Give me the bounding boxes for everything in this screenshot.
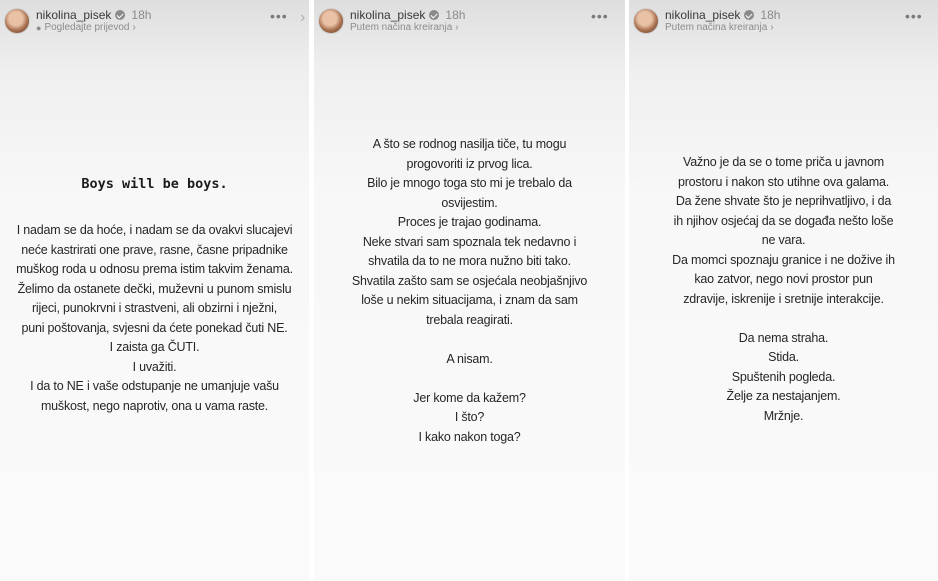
avatar[interactable] <box>4 8 30 34</box>
text-line: Da momci spoznaju granice i ne dožive ih <box>672 252 895 267</box>
text-line: Bilo je mnogo toga sto mi je trebalo da <box>367 176 572 190</box>
chevron-right-icon: › <box>455 22 459 33</box>
story-header <box>0 0 309 40</box>
text-line: I zaista ga ČUTI. <box>109 340 200 354</box>
subtitle-label: Putem načina kreiranja <box>350 22 453 33</box>
text-line: ne vara. <box>761 233 806 247</box>
story-text <box>629 153 938 426</box>
username-row[interactable] <box>665 8 780 22</box>
text-line: osvijestim. <box>441 195 498 210</box>
username[interactable]: nikolina_pisek <box>36 8 112 22</box>
avatar[interactable] <box>633 8 659 34</box>
text-line: progovoriti iz prvog lica. <box>406 156 533 171</box>
text-line: I kako nakon toga? <box>418 429 521 444</box>
text-line: neće kastrirati one prave, rasne, časne pripadnike <box>21 242 288 257</box>
text-line: I što? <box>454 410 485 424</box>
text-line: shvatila da to ne mora nužno biti tako. <box>368 254 571 268</box>
text-line: Shvatila zašto sam se osjećala neobjašnjivo <box>351 273 588 288</box>
more-options-icon[interactable]: ••• <box>270 8 288 24</box>
story-text <box>314 135 625 447</box>
username[interactable]: nikolina_pisek <box>665 8 741 22</box>
verified-badge-icon <box>115 10 125 20</box>
creation-mode-link[interactable] <box>665 22 774 33</box>
text-line: loše u nekim situacijama, i znam da sam <box>361 293 578 307</box>
story-header <box>629 0 938 40</box>
creation-mode-link[interactable] <box>350 22 459 33</box>
story-heading: Boys will be boys. <box>81 176 228 192</box>
text-line: ih njihov osjećaj da se događa nešto loše <box>673 213 894 228</box>
translate-icon: ● <box>36 22 42 33</box>
blank-line <box>314 369 625 389</box>
text-line: Jer kome da kažem? <box>413 390 526 405</box>
post-time: 18h <box>760 8 781 22</box>
text-line: trebala reagirati. <box>426 312 513 327</box>
text-line: Da žene shvate što je neprihvatljivo, i da <box>675 194 892 208</box>
text-line: Neke stvari sam spoznala tek nedavno i <box>362 234 577 249</box>
text-line: Stida. <box>768 350 799 364</box>
text-line: A što se rodnog nasilja tiče, tu mogu <box>372 137 567 151</box>
text-line: puni poštovanja, svjesni da ćete ponekad čuti NE. <box>21 320 288 335</box>
text-line: rijeci, punokrvni i strastveni, ali obzirni i nježni, <box>31 301 278 315</box>
story-panel-2[interactable] <box>314 0 625 581</box>
text-line: muškog roda u odnosu prema istim takvim ženama. <box>16 262 293 276</box>
story-header <box>314 0 625 40</box>
story-text <box>0 221 309 416</box>
avatar[interactable] <box>318 8 344 34</box>
next-story-arrow-icon[interactable]: › <box>300 9 306 26</box>
text-line: A nisam. <box>446 351 493 366</box>
text-line: Važno je da se o tome priča u javnom <box>682 155 884 169</box>
story-panel-3[interactable] <box>629 0 938 581</box>
subtitle-label: Pogledajte prijevod <box>44 22 130 33</box>
text-line: Želimo da ostanete dečki, muževni u punom smislu <box>17 281 292 296</box>
see-translation-link[interactable] <box>36 22 136 33</box>
text-line: I uvažiti. <box>132 359 177 374</box>
subtitle-label: Putem načina kreiranja <box>665 22 768 33</box>
username[interactable]: nikolina_pisek <box>350 8 426 22</box>
blank-line <box>629 309 938 329</box>
text-line: I nadam se da hoće, i nadam se da ovakvi slucajevi <box>16 223 293 237</box>
username-row[interactable] <box>36 8 151 22</box>
story-panel-1[interactable] <box>0 0 309 581</box>
text-line: kao zatvor, nego novi prostor pun <box>694 272 873 286</box>
text-line: I da to NE i vaše odstupanje ne umanjuje vašu <box>30 379 279 393</box>
username-row[interactable] <box>350 8 465 22</box>
post-time: 18h <box>445 8 466 22</box>
text-line: prostoru i nakon sto utihne ova galama. <box>677 174 890 189</box>
blank-line <box>314 330 625 350</box>
text-line: Proces je trajao godinama. <box>397 215 542 229</box>
chevron-right-icon: › <box>132 22 136 33</box>
text-line: zdravije, iskrenije i sretnije interakcije. <box>683 291 884 306</box>
text-line: Da nema straha. <box>738 330 829 345</box>
post-time: 18h <box>131 8 152 22</box>
more-options-icon[interactable]: ••• <box>591 8 609 24</box>
text-line: Mržnje. <box>763 408 804 423</box>
text-line: muškost, nego naprotiv, ona u vama raste. <box>40 398 269 413</box>
verified-badge-icon <box>429 10 439 20</box>
chevron-right-icon: › <box>770 22 774 33</box>
text-line: Želje za nestajanjem. <box>726 389 841 403</box>
more-options-icon[interactable]: ••• <box>905 8 923 24</box>
text-line: Spuštenih pogleda. <box>731 369 836 384</box>
verified-badge-icon <box>744 10 754 20</box>
